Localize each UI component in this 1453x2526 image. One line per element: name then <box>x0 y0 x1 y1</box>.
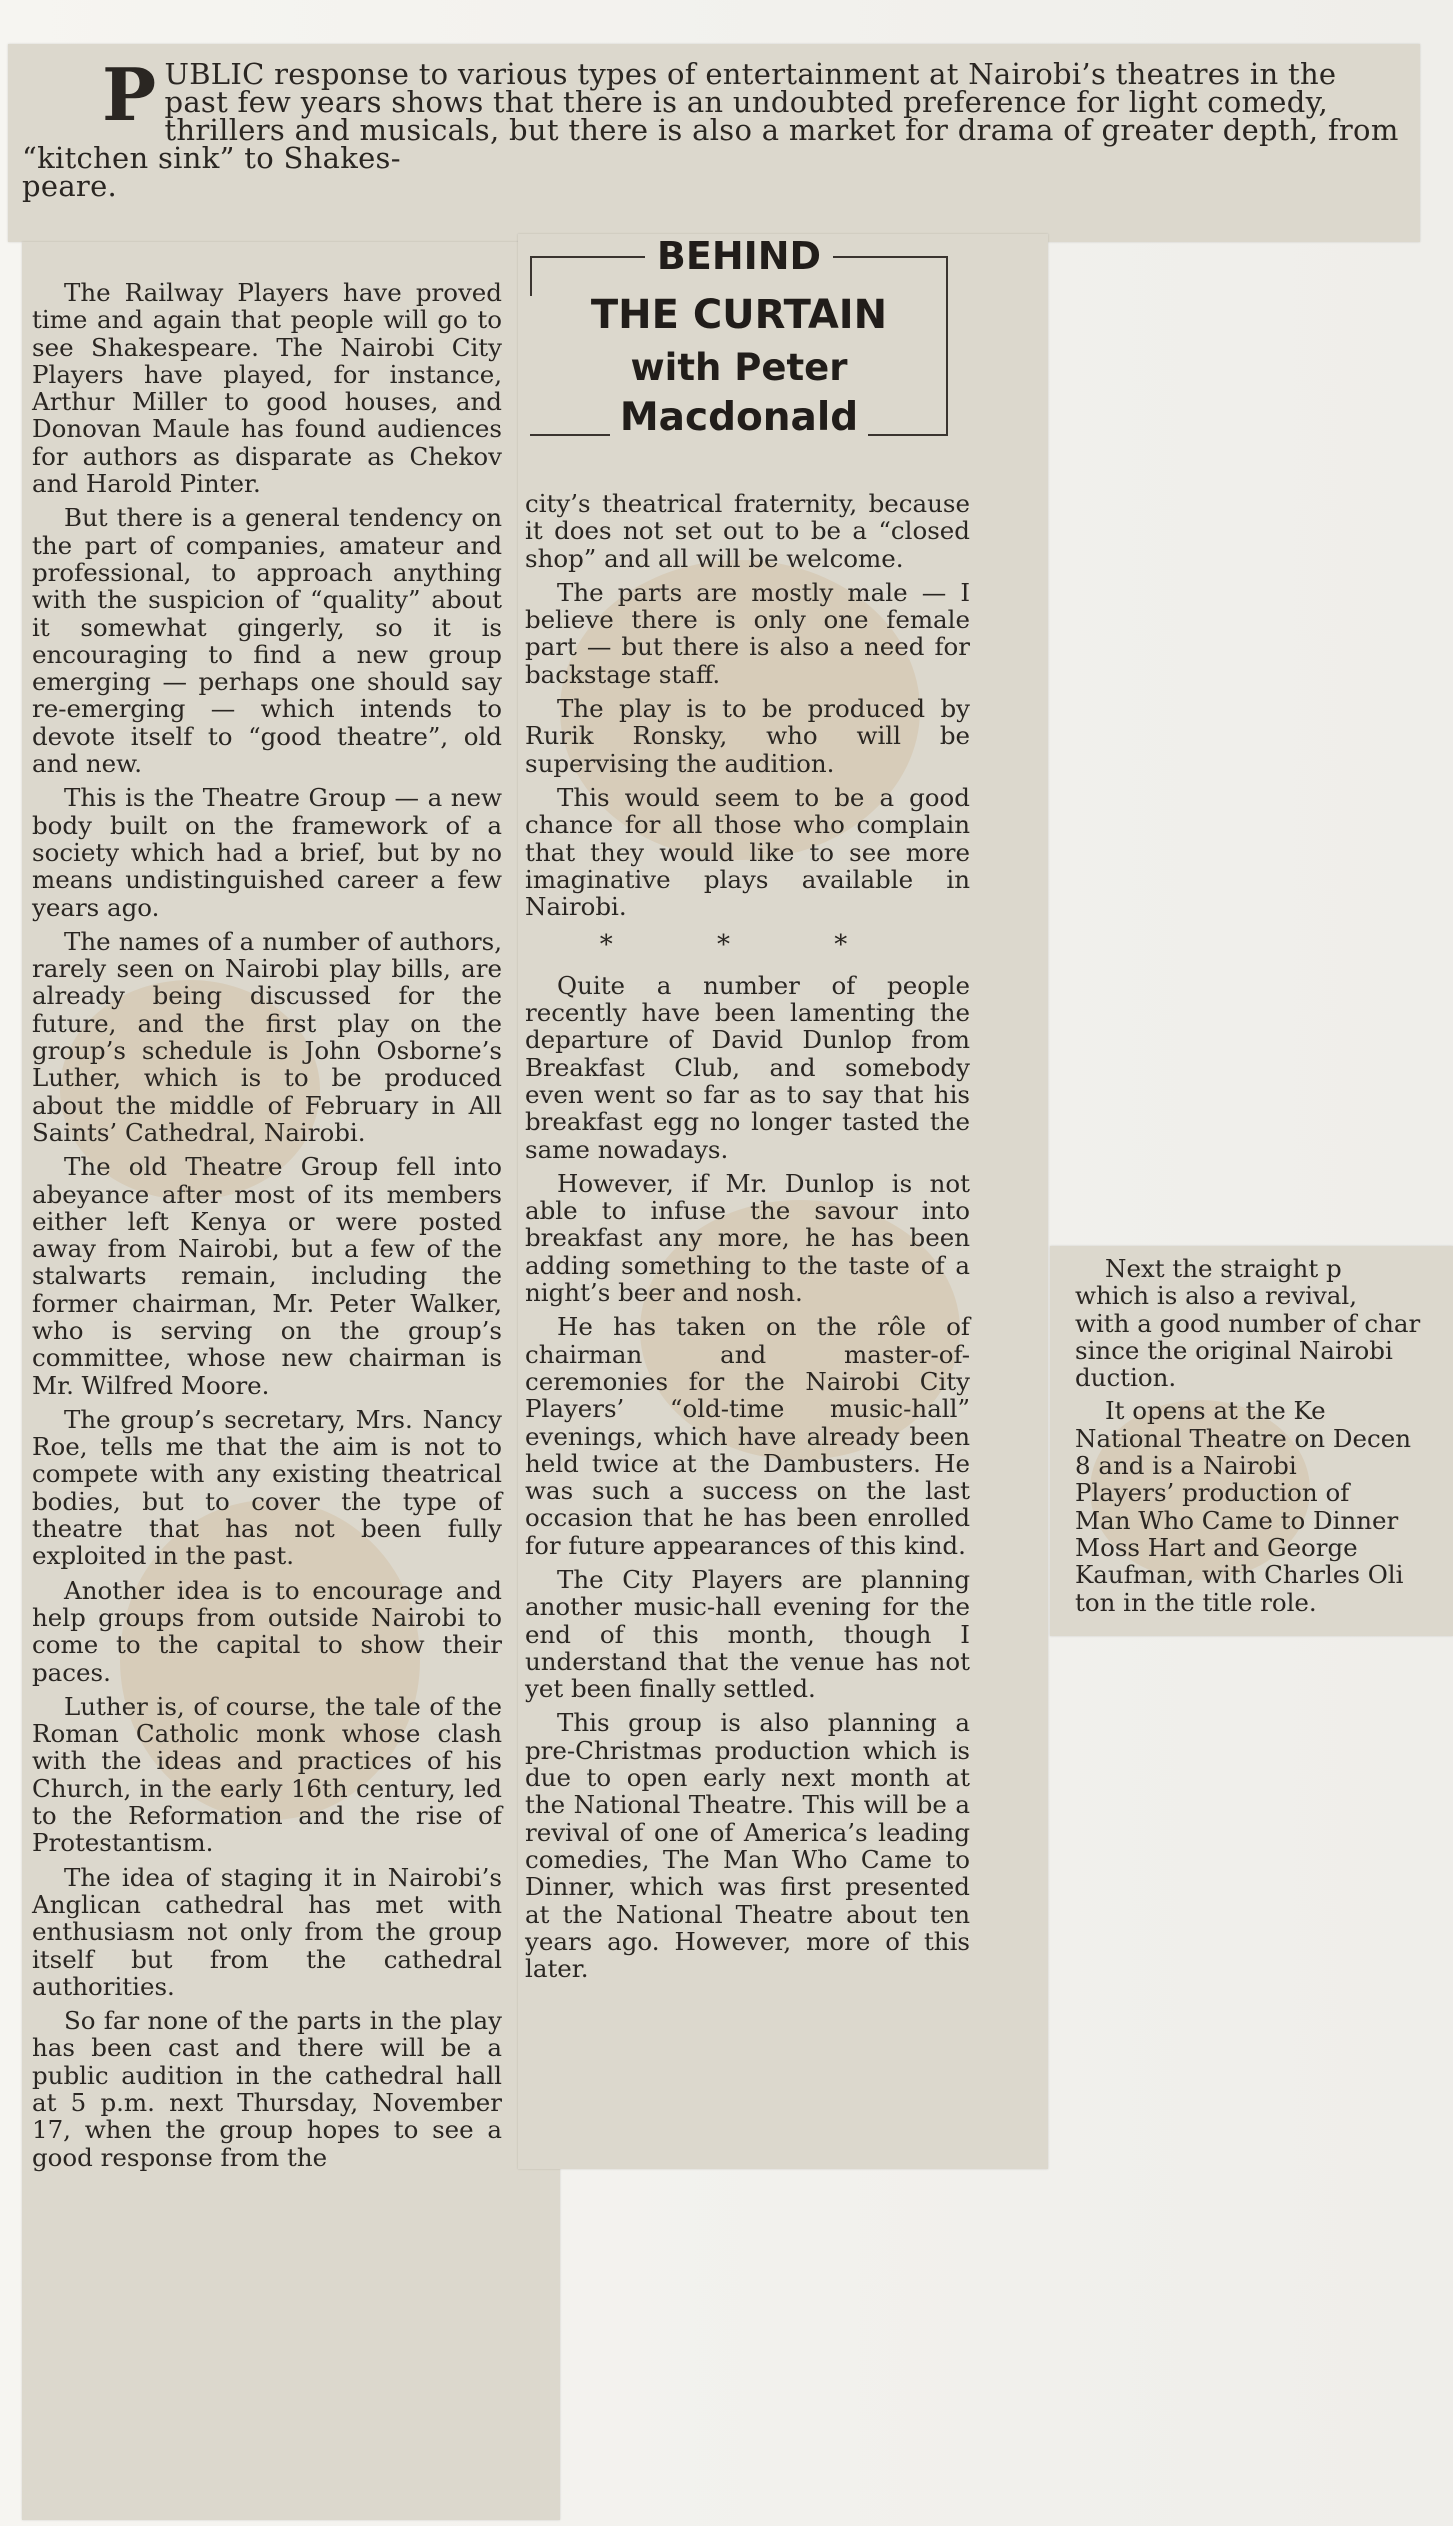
paragraph: This is the Theatre Group — a new body built on the framework of a society which had a brief, but by no means undistinguished career a few years ago. <box>32 783 502 922</box>
paragraph: The City Players are planning another music-hall evening for the end of this month, though I understand that the venue has not yet been finally settled. <box>525 1564 970 1704</box>
header-line-byline: with Peter <box>630 346 848 389</box>
side-line: Moss Hart and George <box>1075 1532 1358 1562</box>
paragraph: So far none of the parts in the play has been cast and there will be a public audition in the cathedral hall at 5 p.m. next Thursday, November 17, when the group hopes to see a good response from the <box>32 2006 502 2172</box>
paragraph: city’s theatrical fraternity, because it does not set out to be a “closed shop” and all will be welcome. <box>525 489 970 573</box>
header-line-author: Macdonald <box>610 395 868 440</box>
side-line: Next the straight p <box>1105 1255 1342 1283</box>
article-column-one <box>32 272 502 2171</box>
header-rule-right <box>946 256 948 436</box>
article-column-two <box>525 490 970 1982</box>
paragraph: The idea of staging it in Nairobi’s Anglican cathedral has met with enthusiasm not only from the group itself but from the cathedral authorities. <box>32 1862 502 2001</box>
side-line: Players’ production of <box>1075 1478 1350 1508</box>
paragraph: The play is to be produced by Rurik Ronsky, who will be supervising the audition. <box>525 694 970 778</box>
side-line: 8 and is a Nairobi <box>1075 1451 1297 1481</box>
paragraph: Luther is, of course, the tale of the Roman Catholic monk whose clash with the ideas and practices of his Church, in the early 16th century, led to the Reformation and the rise of Protestantism. <box>32 1691 502 1858</box>
header-rule-left <box>530 256 532 296</box>
paragraph: Another idea is to encourage and help groups from outside Nairobi to come to the capital to show their paces. <box>32 1575 502 1687</box>
intro-tail: peare. <box>22 169 118 203</box>
article-intro <box>22 52 1407 203</box>
paragraph: The names of a number of authors, rarely seen on Nairobi play bills, are already being discussed for the future, and the first play on the group’s schedule is John Osborne’s Luther, which is to be produced about the middle of February in All Saints’ Cathedral, Nairobi. <box>32 926 502 1147</box>
side-line: duction. <box>1075 1363 1177 1393</box>
paragraph: But there is a general tendency on the part of companies, amateur and professional, to approach anything with the suspicion of “quality” about it somewhat gingerly, so it is encouraging to find a new group emerging — perhaps one should say re-emerging — which intends to devote itself to “good theatre”, old and new. <box>32 503 502 779</box>
side-line: ton in the title role. <box>1075 1587 1317 1616</box>
paragraph: He has taken on the rôle of chairman and master-of-ceremonies for the Nairobi City Players’ “old-time music-hall” evenings, which have already been held twice at the Dambusters. He was such a success on the last occasion that he has been enrolled for future appearances of this kind. <box>525 1312 970 1560</box>
section-separator: * * * <box>599 930 896 961</box>
paragraph: The parts are mostly male — I believe there is only one female part — but there is also a need for backstage staff. <box>525 577 970 689</box>
paragraph: The Railway Players have proved time and again that people will go to see Shakespeare. The Nairobi City Players have played, for instance, Arthur Miller to good houses, and Donovan Maule has found audiences for authors as disparate as Chekov and Harold Pinter. <box>32 278 502 499</box>
side-line: Man Who Came to Dinner <box>1075 1505 1399 1535</box>
side-line: since the original Nairobi <box>1075 1335 1393 1365</box>
column-header-box <box>530 234 948 439</box>
side-line: which is also a revival, <box>1075 1281 1357 1311</box>
side-line: with a good number of char <box>1075 1308 1421 1338</box>
intro-text: UBLIC response to various types of entertainment at Nairobi’s theatres in the past few years shows that there is an undoubted preference for light comedy, thrillers and musicals, but there is also a market for drama of greater depth, from “kitchen sink” to Shakes- <box>22 57 1399 175</box>
paragraph: However, if Mr. Dunlop is not able to infuse the savour into breakfast any more, he has been adding something to the taste of a night’s beer and nosh. <box>525 1168 970 1308</box>
paragraph: The old Theatre Group fell into abeyance after most of its members either left Kenya or were posted away from Nairobi, but a few of the stalwarts remain, including the former chairman, Mr. Peter Walker, who is serving on the group’s committee, whose new chairman is Mr. Wilfred Moore. <box>32 1152 502 1400</box>
side-clipping-text <box>1075 1255 1453 1616</box>
side-line: National Theatre on Decen <box>1075 1423 1412 1453</box>
drop-cap: P <box>102 52 157 137</box>
paragraph: Quite a number of people recently have been lamenting the departure of David Dunlop from Breakfast Club, and somebody even went so far as to say that his breakfast egg no longer tasted the same nowadays. <box>525 970 970 1164</box>
side-line: Kaufman, with Charles Oli <box>1075 1560 1404 1590</box>
header-line-curtain: THE CURTAIN <box>590 292 888 338</box>
paragraph: This group is also planning a pre-Christmas production which is due to open early next month at the National Theatre. This will be a revival of one of America’s leading comedies, The Man Who Came to Dinner, which was first presented at the National Theatre about ten years ago. However, more of this later. <box>525 1708 970 1984</box>
side-line: It opens at the Ke <box>1105 1396 1326 1426</box>
header-line-behind: BEHIND <box>645 234 833 278</box>
paragraph: The group’s secretary, Mrs. Nancy Roe, tells me that the aim is not to compete with any existing theatrical bodies, but to cover the type of theatre that has not been fully exploited in the past. <box>32 1404 502 1571</box>
paragraph: This would seem to be a good chance for all those who complain that they would like to see more imaginative plays available in Nairobi. <box>525 782 970 922</box>
